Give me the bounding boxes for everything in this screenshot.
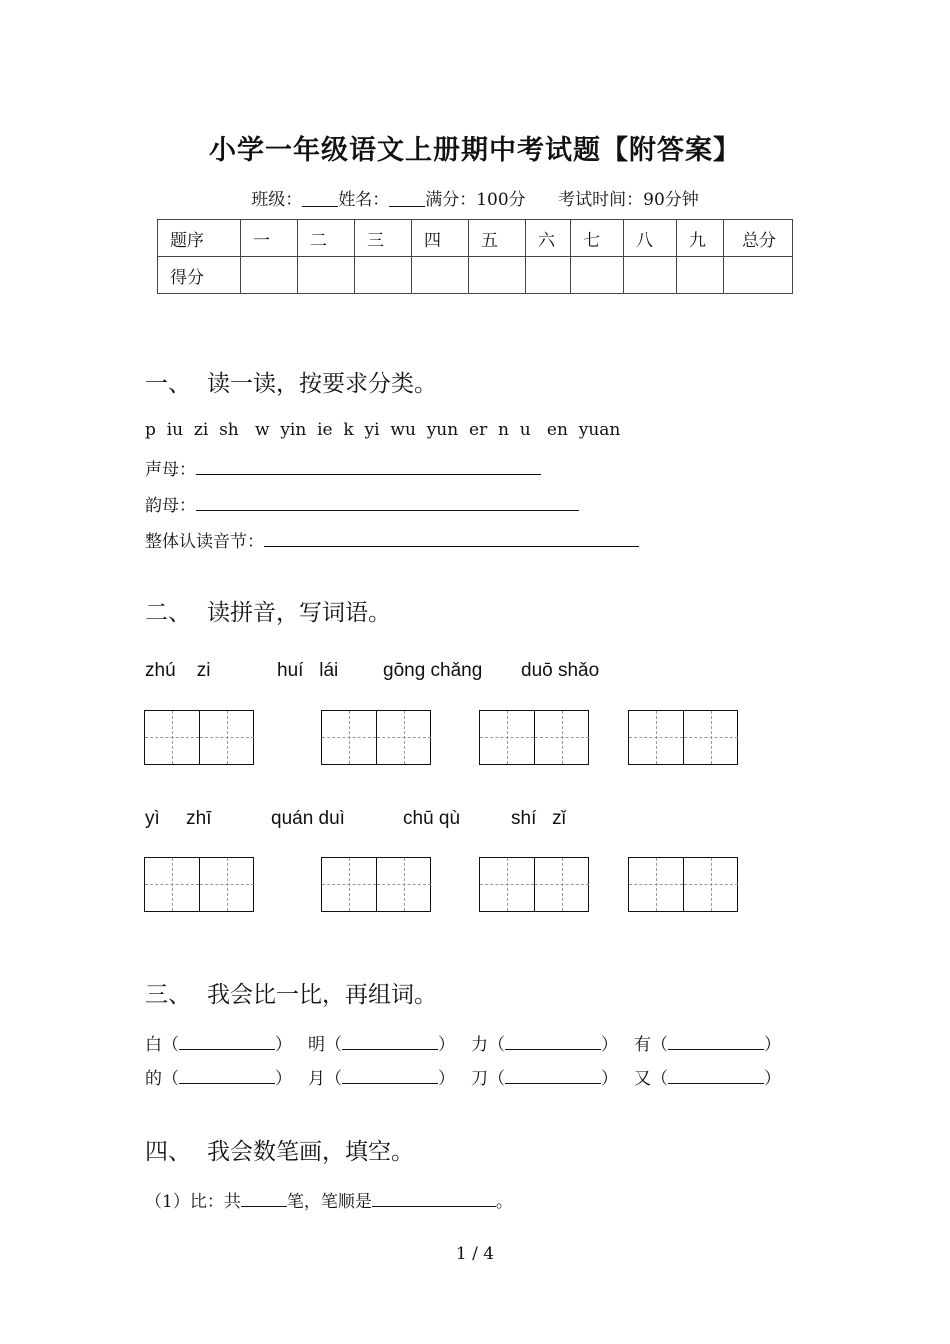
stroke-order-blank[interactable]: [372, 1192, 496, 1207]
paren-open: （: [162, 1035, 179, 1055]
section-1-heading: [145, 365, 437, 398]
word-blank[interactable]: [342, 1069, 438, 1084]
section-4-heading: [145, 1133, 414, 1166]
compare-item: [471, 1064, 618, 1089]
writing-grid[interactable]: [479, 710, 589, 765]
paren-close: ）: [275, 1069, 292, 1089]
shengmu-label: 声母：: [145, 460, 196, 480]
char: 有: [634, 1035, 651, 1055]
writing-grid[interactable]: [321, 710, 431, 765]
compare-item: [145, 1030, 292, 1055]
section-title: 读拼音，写词语。: [207, 600, 391, 626]
yunmu-line: [145, 491, 579, 516]
grid-cell[interactable]: [145, 858, 200, 911]
section-title: 读一读，按要求分类。: [207, 371, 437, 397]
compare-item: [145, 1064, 292, 1089]
compare-item: [634, 1030, 781, 1055]
char: 刀: [471, 1069, 488, 1089]
word-blank[interactable]: [179, 1069, 275, 1084]
q1-mid: 笔，笔顺是: [286, 1192, 372, 1212]
zhengti-answer-blank[interactable]: [264, 532, 639, 547]
word-blank[interactable]: [668, 1069, 764, 1084]
stroke-question-1: [145, 1187, 513, 1212]
paren-open: （: [488, 1035, 505, 1055]
score-cell[interactable]: [412, 257, 469, 294]
paren-close: ）: [764, 1035, 781, 1055]
word-blank[interactable]: [505, 1035, 601, 1050]
header-cell: 一: [241, 220, 298, 257]
grid-cell[interactable]: [684, 711, 738, 764]
section-title: 我会数笔画，填空。: [207, 1139, 414, 1165]
grid-cell[interactable]: [322, 711, 377, 764]
paren-close: ）: [438, 1069, 455, 1089]
grid-cell[interactable]: [377, 711, 431, 764]
grid-cell[interactable]: [145, 711, 200, 764]
pinyin-word: zhú zi: [145, 660, 211, 681]
word-blank[interactable]: [179, 1035, 275, 1050]
header-cell: 总分: [724, 220, 793, 257]
section-3-heading: [145, 976, 437, 1009]
page-number: 1 / 4: [455, 1244, 495, 1264]
header-cell: 六: [526, 220, 571, 257]
section-number: 二、: [145, 600, 191, 626]
exam-time: 考试时间：90分钟: [558, 190, 699, 210]
header-cell: 七: [571, 220, 624, 257]
paren-open: （: [325, 1069, 342, 1089]
char: 月: [308, 1069, 325, 1089]
score-row-label: 得分: [158, 257, 241, 294]
header-cell: 二: [298, 220, 355, 257]
writing-grid[interactable]: [144, 710, 254, 765]
stroke-count-blank[interactable]: [241, 1192, 287, 1207]
header-cell: 题序: [158, 220, 241, 257]
yunmu-answer-blank[interactable]: [196, 496, 579, 511]
score-cell[interactable]: [355, 257, 412, 294]
header-cell: 三: [355, 220, 412, 257]
writing-grid[interactable]: [144, 857, 254, 912]
pinyin-letters: p iu zi sh w yin ie k yi wu yun er n u en yuan: [145, 420, 621, 440]
char: 又: [634, 1069, 651, 1089]
writing-grid[interactable]: [321, 857, 431, 912]
grid-cell[interactable]: [377, 858, 431, 911]
grid-cell[interactable]: [322, 858, 377, 911]
section-2-heading: [145, 594, 391, 627]
score-table: [157, 219, 793, 294]
pinyin-word: gōng chǎng: [383, 660, 483, 681]
score-header-row: [158, 220, 793, 257]
compare-item: [308, 1064, 455, 1089]
compare-item: [634, 1064, 781, 1089]
pinyin-word: quán duì: [271, 808, 345, 829]
header-cell: 九: [677, 220, 724, 257]
score-cell[interactable]: [298, 257, 355, 294]
grid-cell[interactable]: [200, 858, 254, 911]
grid-cell[interactable]: [535, 858, 589, 911]
header-cell: 五: [469, 220, 526, 257]
score-cell[interactable]: [241, 257, 298, 294]
char: 白: [145, 1035, 162, 1055]
pinyin-word: duō shǎo: [521, 660, 600, 681]
shengmu-line: [145, 455, 541, 480]
writing-grid[interactable]: [479, 857, 589, 912]
full-score: 满分：100分: [425, 190, 526, 210]
paren-close: ）: [764, 1069, 781, 1089]
q1-end: 。: [495, 1192, 513, 1212]
section-number: 四、: [145, 1139, 191, 1165]
page-title: 小学一年级语文上册期中考试题【附答案】: [209, 135, 741, 166]
grid-cell[interactable]: [629, 711, 684, 764]
score-cell[interactable]: [724, 257, 793, 294]
char: 的: [145, 1069, 162, 1089]
score-cell[interactable]: [469, 257, 526, 294]
paren-close: ）: [438, 1035, 455, 1055]
score-cell[interactable]: [571, 257, 624, 294]
paren-close: ）: [601, 1035, 618, 1055]
section-number: 三、: [145, 982, 191, 1008]
zhengti-label: 整体认读音节：: [145, 532, 264, 552]
section-number: 一、: [145, 371, 191, 397]
class-label: 班级：: [251, 190, 303, 210]
paren-open: （: [325, 1035, 342, 1055]
paren-close: ）: [275, 1035, 292, 1055]
zhengti-line: [145, 527, 639, 552]
word-blank[interactable]: [668, 1035, 764, 1050]
exam-info: [0, 185, 950, 210]
paren-open: （: [162, 1069, 179, 1089]
score-value-row: [158, 257, 793, 294]
grid-cell[interactable]: [629, 858, 684, 911]
score-cell[interactable]: [624, 257, 677, 294]
word-blank[interactable]: [342, 1035, 438, 1050]
shengmu-answer-blank[interactable]: [196, 460, 541, 475]
paren-close: ）: [601, 1069, 618, 1089]
pinyin-word: huí lái: [277, 660, 339, 681]
score-cell[interactable]: [526, 257, 571, 294]
paren-open: （: [488, 1069, 505, 1089]
grid-cell[interactable]: [480, 858, 535, 911]
grid-cell[interactable]: [480, 711, 535, 764]
header-cell: 八: [624, 220, 677, 257]
score-cell[interactable]: [677, 257, 724, 294]
name-label: 姓名：: [338, 190, 390, 210]
grid-cell[interactable]: [684, 858, 738, 911]
header-cell: 四: [412, 220, 469, 257]
word-blank[interactable]: [505, 1069, 601, 1084]
section-title: 我会比一比，再组词。: [207, 982, 437, 1008]
q1-prefix: （1）比：共: [145, 1192, 241, 1212]
grid-cell[interactable]: [535, 711, 589, 764]
paren-open: （: [651, 1069, 668, 1089]
grid-cell[interactable]: [200, 711, 254, 764]
char: 力: [471, 1035, 488, 1055]
paren-open: （: [651, 1035, 668, 1055]
yunmu-label: 韵母：: [145, 496, 196, 516]
class-blank: [302, 190, 338, 207]
pinyin-word: shí zǐ: [511, 808, 566, 829]
writing-grid[interactable]: [628, 710, 738, 765]
compare-item: [471, 1030, 618, 1055]
writing-grid[interactable]: [628, 857, 738, 912]
compare-item: [308, 1030, 455, 1055]
pinyin-word: chū qù: [403, 808, 461, 829]
pinyin-word: yì zhī: [145, 808, 212, 829]
name-blank: [389, 190, 425, 207]
char: 明: [308, 1035, 325, 1055]
